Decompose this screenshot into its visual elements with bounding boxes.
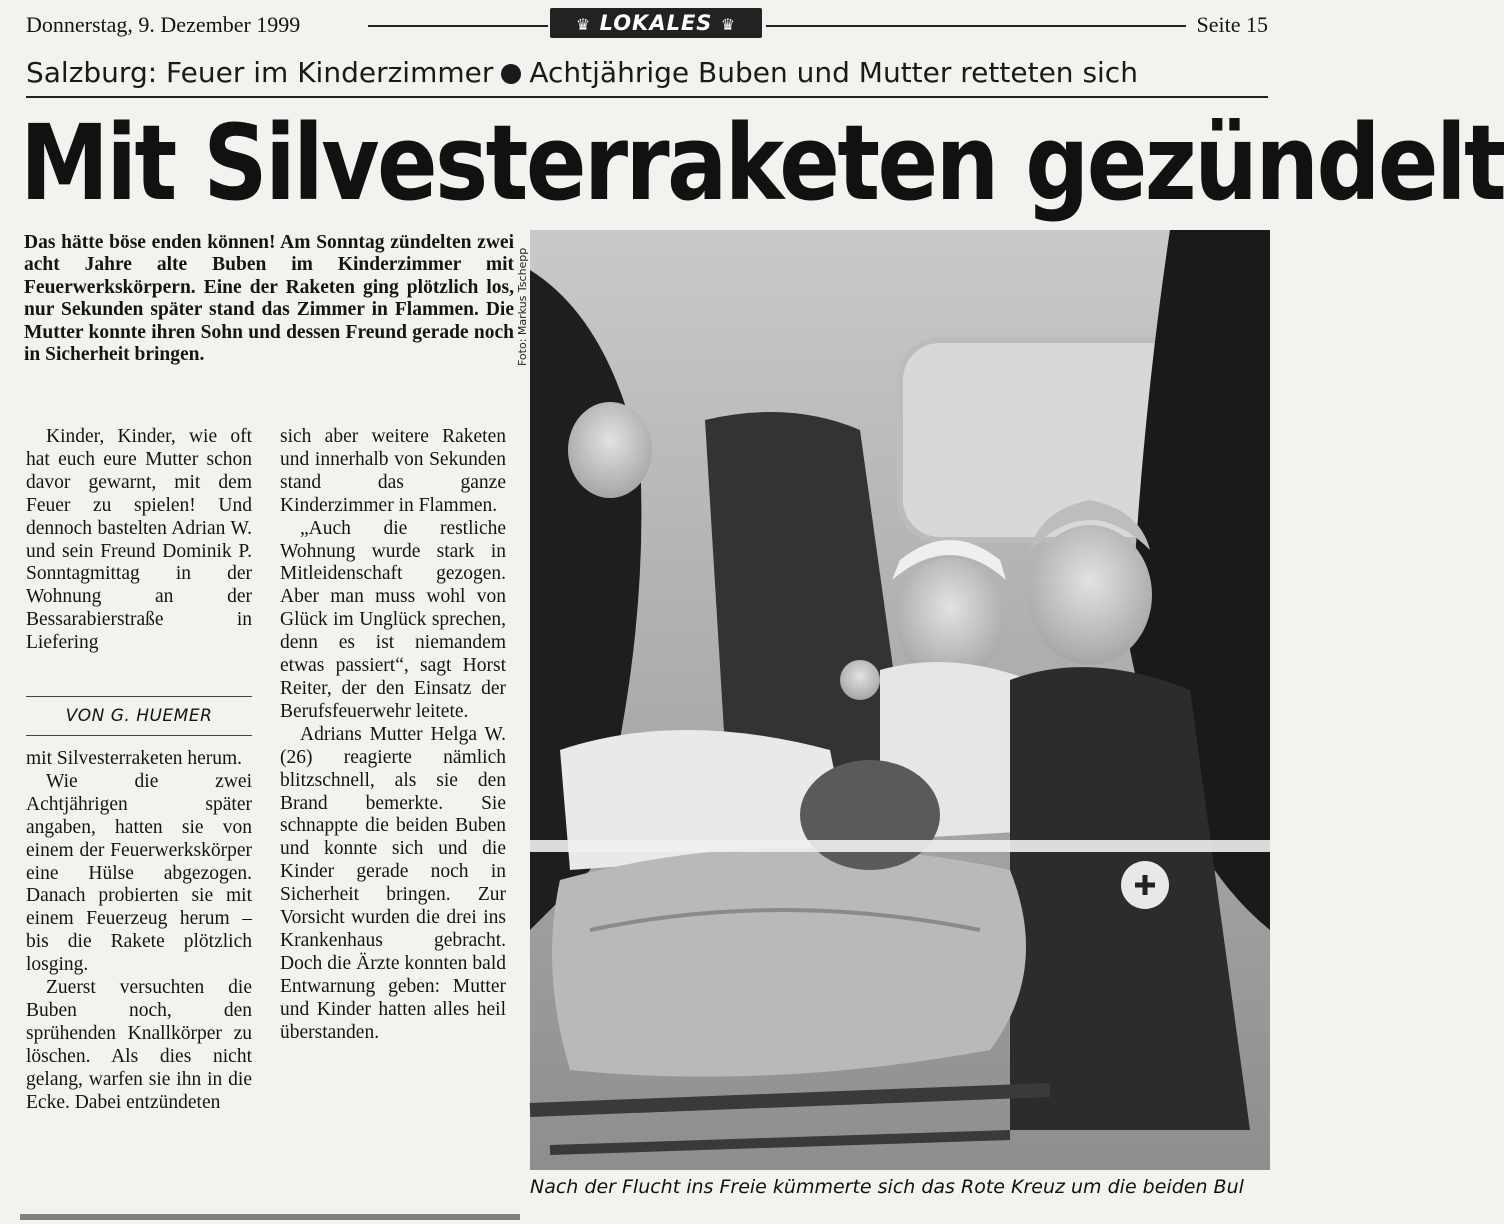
article-column-1-top xyxy=(26,426,252,655)
page-number: Seite 15 xyxy=(1196,12,1268,37)
crown-icon: ♛ xyxy=(575,15,592,34)
news-photo xyxy=(530,230,1270,1170)
issue-date: Donnerstag, 9. Dezember 1999 xyxy=(26,12,301,37)
photo-illustration xyxy=(530,230,1270,1170)
article-paragraph: Wie die zwei Achtjährigen später angaben, hatten sie von einem der Feuerwerkskörper eine Hülse abgezogen. Danach probierten sie mit einem Feuerzeug herum – bis die Rakete plötzlich losging. xyxy=(26,770,252,976)
article-paragraph: Kinder, Kinder, wie oft hat euch eure Mutter schon davor gewarnt, mit dem Feuer zu spielen! Und dennoch bastelten Adrian W. und sein Freund Dominik P. Sonntagmittag in der Wohnung an der Bessarabierstraße in Liefering xyxy=(26,426,252,654)
section-label: LOKALES xyxy=(599,11,713,35)
photo-caption: Nach der Flucht ins Freie kümmerte sich das Rote Kreuz um die beiden Bul xyxy=(530,1176,1244,1198)
author-byline: VON G. HUEMER xyxy=(26,696,252,736)
header-rule-right xyxy=(766,25,1186,27)
kicker-line xyxy=(26,56,1268,98)
article-column-1-bottom xyxy=(26,748,252,1115)
article-paragraph: Adrians Mutter Helga W. (26) reagierte nämlich blitzschnell, als sie den Brand bemerkte. Sie schnappte die beiden Buben und konnte sich und die Kinder gerade noch in Sicherheit bringen. Zur Vorsicht wurden die drei ins Krankenhaus gebracht. Doch die Ärzte konnten bald Entwarnung geben: Mutter und Kinder hatten alles heil überstanden. xyxy=(280,723,506,1043)
photo-credit: Foto: Markus Tschepp xyxy=(516,247,529,366)
page-header xyxy=(26,8,1268,42)
article-paragraph: Zuerst versuchten die Buben noch, den sprühenden Knallkörper zu löschen. Als dies nicht gelang, warfen sie ihn in die Ecke. Dabei entzündeten xyxy=(26,977,252,1113)
article-column-2 xyxy=(280,426,506,1044)
article-paragraph: „Auch die restliche Wohnung wurde stark in Mitleidenschaft gezogen. Aber man muss wohl von Glück im Unglück sprechen, denn es ist niemandem etwas passiert“, sagt Horst Reiter, der den Einsatz der Berufsfeuerwehr leitete. xyxy=(280,517,506,722)
kicker-subline: Achtjährige Buben und Mutter retteten sich xyxy=(529,56,1138,89)
headline: Mit Silvesterraketen gezündelt xyxy=(20,102,1504,224)
crown-icon: ♛ xyxy=(720,15,737,34)
header-rule-left xyxy=(368,25,548,27)
kicker-location: Salzburg: Feuer im Kinderzimmer xyxy=(26,56,494,89)
bottom-rule xyxy=(20,1214,520,1220)
lead-paragraph: Das hätte böse enden können! Am Sonntag zündelten zwei acht Jahre alte Buben im Kinderzimmer mit Feuerwerkskörpern. Eine der Raketen ging plötzlich los, nur Sekunden später stand das Zimmer in Flammen. Die Mutter konnte ihren Sohn und dessen Freund gerade noch in Sicherheit bringen. xyxy=(24,232,514,366)
bullet-icon xyxy=(501,64,521,84)
article-paragraph: sich aber weitere Raketen und innerhalb von Sekunden stand das ganze Kinderzimmer in Flammen. xyxy=(280,426,506,516)
section-banner xyxy=(550,8,762,38)
article-paragraph: mit Silvesterraketen herum. xyxy=(26,748,243,769)
